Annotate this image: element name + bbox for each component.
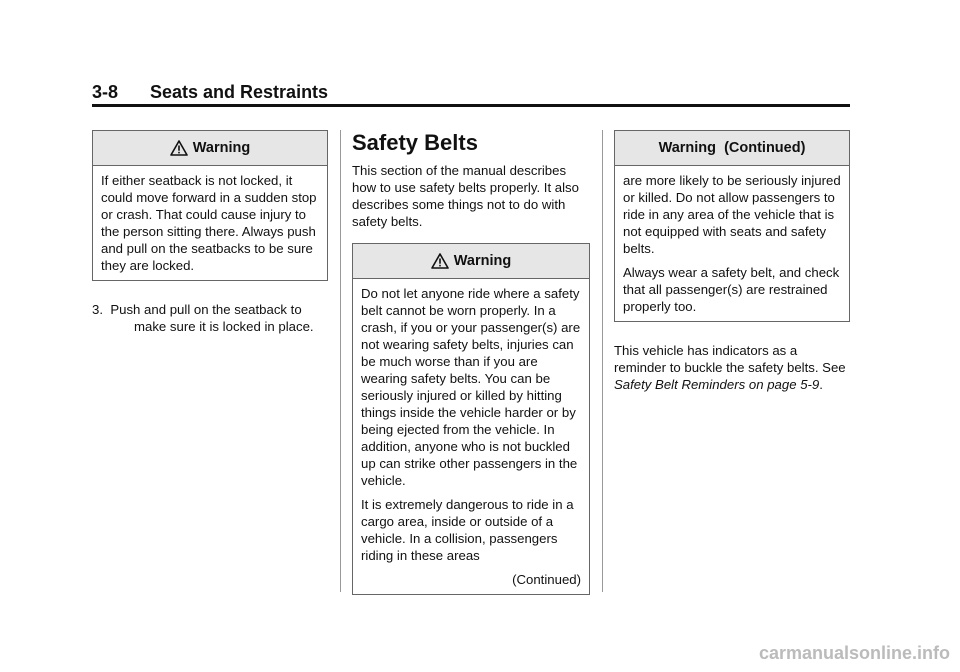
warning-triangle-icon xyxy=(431,253,449,269)
page-number: 3-8 xyxy=(92,82,119,102)
watermark: carmanualsonline.info xyxy=(758,643,950,663)
warning-header xyxy=(353,244,589,279)
step-3 xyxy=(92,301,328,335)
step-line-1: Push and pull on the seatback to xyxy=(110,302,302,317)
warning-header xyxy=(615,131,849,166)
warning-triangle-icon xyxy=(170,140,188,156)
column-divider-1 xyxy=(340,130,341,592)
step-line-2: make sure it is locked in place. xyxy=(134,319,314,334)
warning-title: Warning (Continued) xyxy=(658,140,806,156)
section-title: Seats and Restraints xyxy=(150,82,329,102)
page-header xyxy=(92,82,850,107)
warning-header xyxy=(93,131,327,166)
warning-text: If either seatback is not locked, it could move forward in a sudden stop or crash. That could cause injury to the person sitting there. Always push and pull on the seatbacks to be sure they are locked. xyxy=(101,173,317,273)
warning-body xyxy=(353,279,589,594)
reminder-text: This vehicle has indicators as a reminder to buckle the safety belts. See xyxy=(614,343,846,375)
warning-title: Warning xyxy=(453,253,512,269)
reminder-link[interactable]: Safety Belt Reminders on page 5-9 xyxy=(614,377,820,392)
column-divider-2 xyxy=(602,130,603,592)
warning-paragraph-2: Always wear a safety belt, and check that all passenger(s) are restrained properly too. xyxy=(623,265,840,314)
step-number: 3. xyxy=(92,302,103,317)
continued-label: (Continued) xyxy=(512,572,581,587)
warning-body xyxy=(615,166,849,321)
section-heading: Safety Belts xyxy=(352,130,478,155)
column-1 xyxy=(92,130,328,335)
continued-warning-box xyxy=(614,130,850,322)
reminder-end: . xyxy=(819,377,823,392)
column-3 xyxy=(614,130,850,393)
warning-paragraph-1: Do not let anyone ride where a safety belt cannot be worn properly. In a crash, if you or your passenger(s) are not wearing safety belts, injuries can be much worse than if you are wearing safety belts. You can be seriously injured or killed by hitting things inside the vehicle harder or by being ejected from the vehicle. In addition, anyone who is not buckled up can strike other passengers in the vehicle. xyxy=(361,286,581,488)
warning-paragraph-2: It is extremely dangerous to ride in a cargo area, inside or outside of a vehicle. In a collision, passengers riding in these areas xyxy=(361,497,574,563)
warning-paragraph-1: are more likely to be seriously injured or killed. Do not allow passengers to ride in any area of the vehicle that is not equipped with seats and safety belts. xyxy=(623,173,841,256)
seatback-warning-box xyxy=(92,130,328,281)
warning-body xyxy=(93,166,327,280)
safety-belt-warning-box xyxy=(352,243,590,595)
intro-paragraph: This section of the manual describes how to use safety belts properly. It also describes some things not to do with safety belts. xyxy=(352,163,579,229)
warning-title: Warning xyxy=(192,140,251,156)
column-2 xyxy=(352,130,590,595)
reminder-paragraph xyxy=(614,342,850,393)
